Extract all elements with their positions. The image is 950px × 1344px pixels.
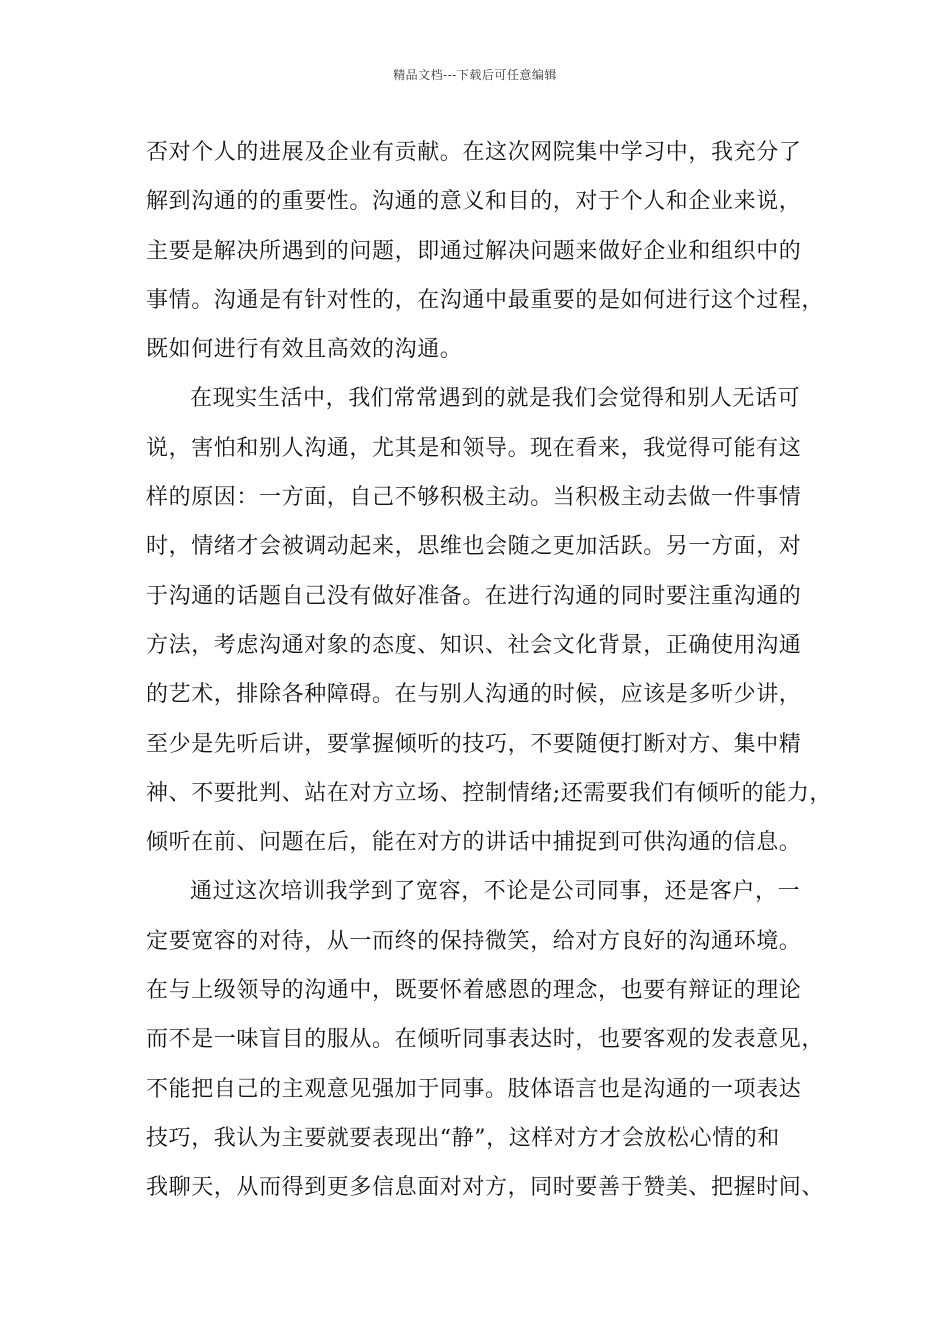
paragraph: [146, 867, 826, 1212]
text-line: 而不是一味盲目的服从。在倾听同事表达时，也要客观的发表意见，: [146, 1027, 825, 1053]
text-line: 于沟通的话题自己没有做好准备。在进行沟通的同时要注重沟通的: [146, 583, 802, 609]
paragraph: [146, 128, 826, 374]
text-line: 既如何进行有效且高效的沟通。: [146, 337, 463, 363]
text-line: 解到沟通的的重要性。沟通的意义和目的，对于个人和企业来说，: [146, 189, 802, 215]
document-body: [146, 128, 833, 1213]
text-line: 我聊天，从而得到更多信息面对对方，同时要善于赞美、把握时间、: [146, 1175, 825, 1201]
text-line: 在与上级领导的沟通中，既要怀着感恩的理念，也要有辩证的理论: [146, 978, 802, 1004]
paragraph: [146, 374, 833, 867]
text-line: 样的原因：一方面，自己不够积极主动。当积极主动去做一件事情: [146, 485, 802, 511]
text-line: 事情。沟通是有针对性的，在沟通中最重要的是如何进行这个过程，: [146, 287, 825, 313]
text-line: 在现实生活中，我们常常遇到的就是我们会觉得和别人无话可: [190, 386, 801, 412]
text-line: 否对个人的进展及企业有贡献。在这次网院集中学习中，我充分了: [146, 140, 802, 165]
text-line: 方法，考虑沟通对象的态度、知识、社会文化背景，正确使用沟通: [146, 632, 802, 658]
text-line: 不能把自己的主观意见强加于同事。肢体语言也是沟通的一项表达: [146, 1076, 802, 1102]
text-line: 主要是解决所遇到的问题，即通过解决问题来做好企业和组织中的: [146, 238, 802, 264]
text-line: 技巧，我认为主要就要表现出“静”，这样对方才会放松心情的和: [146, 1125, 780, 1151]
text-line: 的艺术，排除各种障碍。在与别人沟通的时候，应该是多听少讲，: [146, 682, 802, 708]
page-header: 精品文档---下载后可任意编辑: [393, 68, 557, 82]
text-line: 定要宽容的对待，从一而终的保持微笑，给对方良好的沟通环境。: [146, 928, 802, 954]
text-line: 通过这次培训我学到了宽容，不论是公司同事，还是客户，一: [190, 879, 801, 905]
text-line: 说，害怕和别人沟通，尤其是和领导。现在看来，我觉得可能有这: [146, 435, 802, 461]
text-line: 至少是先听后讲，要掌握倾听的技巧，不要随便打断对方、集中精: [146, 731, 802, 757]
text-line: 神、不要批判、站在对方立场、控制情绪;还需要我们有倾听的能力，: [146, 780, 833, 806]
text-line: 倾听在前、问题在后，能在对方的讲话中捕捉到可供沟通的信息。: [146, 830, 802, 856]
text-line: 时，情绪才会被调动起来，思维也会随之更加活跃。另一方面，对: [146, 534, 802, 560]
